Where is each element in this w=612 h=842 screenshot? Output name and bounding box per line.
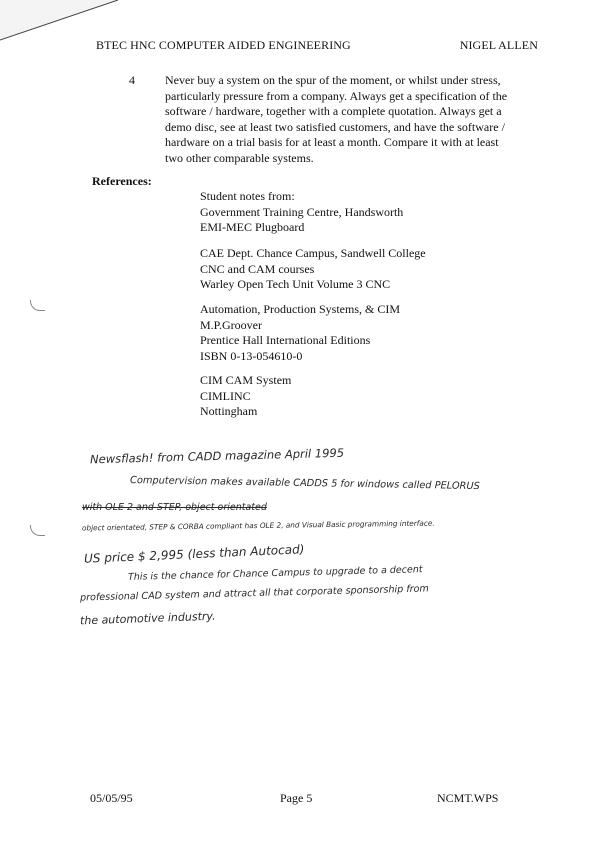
reference-group: [200, 246, 426, 293]
item-number: 4: [129, 73, 135, 87]
footer-filename: NCMT.WPS: [437, 791, 499, 805]
reference-line: Prentice Hall International Editions: [200, 333, 371, 348]
reference-line: CIMLINC: [200, 388, 251, 403]
paragraph-line: demo disc, see at least two satisfied customers, and have the software /: [165, 119, 505, 134]
reference-line: M.P.Groover: [200, 317, 262, 332]
handwritten-note: the automotive industry.: [79, 609, 216, 628]
handwritten-note: US price $ 2,995 (less than Autocad): [83, 542, 305, 566]
handwritten-note: object orientated, STEP & CORBA compliant has OLE 2, and Visual Basic programming interface.: [81, 518, 435, 533]
handwritten-note: professional CAD system and attract all that corporate sponsorship from: [79, 583, 429, 604]
punch-hole-mark: [30, 525, 45, 536]
references-heading: References:: [92, 174, 152, 188]
reference-line: Student notes from:: [200, 189, 295, 203]
paragraph-line: Never buy a system on the spur of the moment, or whilst under stress,: [165, 73, 501, 87]
reference-group: [200, 189, 403, 236]
reference-line: CIM CAM System: [200, 373, 292, 387]
handwritten-note: Computervision makes available CADDS 5 for windows called PELORUS: [129, 474, 480, 493]
reference-line: Warley Open Tech Unit Volume 3 CNC: [200, 277, 391, 292]
item-paragraph: [165, 73, 515, 167]
paragraph-line: software / hardware, together with a complete quotation. Always get a: [165, 104, 502, 119]
reference-line: CNC and CAM courses: [200, 261, 315, 276]
reference-group: [200, 373, 291, 420]
handwritten-note-struck: with OLE 2 and STEP, object orientated: [82, 502, 267, 513]
footer-page-number: Page 5: [280, 791, 313, 805]
footer-date: 05/05/95: [90, 791, 133, 805]
reference-line: CAE Dept. Chance Campus, Sandwell College: [200, 246, 426, 260]
header-title: BTEC HNC COMPUTER AIDED ENGINEERING: [96, 38, 351, 52]
header-author: NIGEL ALLEN: [459, 38, 538, 52]
handwritten-note: This is the chance for Chance Campus to upgrade to a decent: [127, 564, 423, 583]
reference-line: Nottingham: [200, 404, 258, 419]
paragraph-line: particularly pressure from a company. Always get a specification of the: [165, 88, 508, 103]
reference-line: ISBN 0-13-054610-0: [200, 348, 303, 363]
paragraph-line: hardware on a trial basis for at least a month. Compare it with at least: [165, 135, 499, 150]
reference-line: EMI-MEC Plugboard: [200, 220, 305, 235]
punch-hole-mark: [30, 300, 45, 311]
reference-line: Government Training Centre, Handsworth: [200, 204, 404, 219]
paragraph-line: two other comparable systems.: [165, 150, 314, 165]
reference-group: [200, 302, 400, 364]
reference-line: Automation, Production Systems, & CIM: [200, 302, 401, 316]
handwritten-note: Newsflash! from CADD magazine April 1995: [89, 445, 345, 467]
